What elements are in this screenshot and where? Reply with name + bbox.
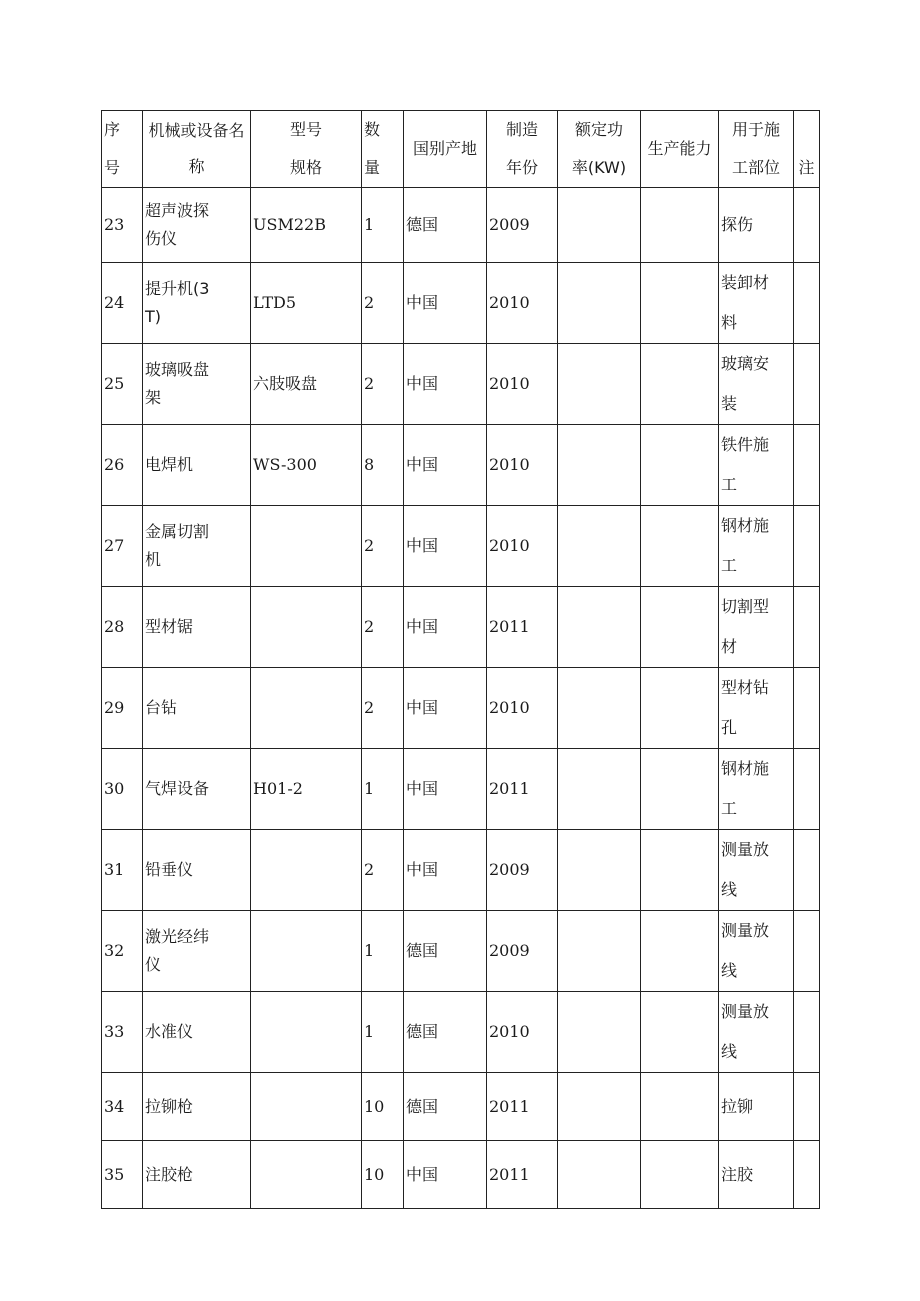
cell-seq: 28 [102,587,143,668]
cell-power [558,188,641,263]
cell-power [558,830,641,911]
cell-model: WS-300 [251,425,362,506]
cell-seq: 30 [102,749,143,830]
cell-model: USM22B [251,188,362,263]
cell-year: 2009 [487,830,558,911]
cell-note [794,263,820,344]
cell-qty: 8 [362,425,404,506]
table-row [102,668,820,749]
header-usage: 用于施 工部位 [719,111,794,188]
cell-origin: 中国 [404,830,487,911]
cell-model [251,506,362,587]
cell-year: 2009 [487,911,558,992]
cell-note [794,668,820,749]
cell-name [143,668,251,749]
cell-name-text: 拉铆枪 [145,1096,194,1116]
header-power: 额定功 率(KW) [558,111,641,188]
header-capacity: 生产能力 [641,111,719,188]
cell-capacity [641,587,719,668]
cell-note [794,1073,820,1141]
cell-seq: 27 [102,506,143,587]
cell-power [558,668,641,749]
cell-seq: 32 [102,911,143,992]
cell-capacity [641,830,719,911]
cell-year: 2010 [487,668,558,749]
cell-usage [719,1073,794,1141]
cell-name-text: 电焊机 [145,455,194,474]
cell-capacity [641,344,719,425]
cell-name [143,344,251,425]
cell-note [794,992,820,1073]
cell-name-text: 型材锯 [145,617,194,636]
table-row [102,911,820,992]
cell-name [143,992,251,1073]
cell-name [143,425,251,506]
cell-year: 2011 [487,587,558,668]
cell-note [794,425,820,506]
cell-name-text: 玻璃吸盘架 [145,360,210,407]
cell-usage [719,911,794,992]
cell-note [794,587,820,668]
header-seq: 序 号 [102,111,143,188]
cell-note [794,830,820,911]
cell-seq: 34 [102,1073,143,1141]
cell-seq: 23 [102,188,143,263]
cell-qty: 2 [362,263,404,344]
table-row [102,1141,820,1209]
cell-qty: 2 [362,506,404,587]
table-row [102,587,820,668]
cell-usage-text: 注胶 [721,1164,754,1184]
cell-power [558,1141,641,1209]
cell-usage-text: 测量放线 [721,840,770,899]
cell-qty: 10 [362,1073,404,1141]
cell-power [558,749,641,830]
cell-origin: 德国 [404,188,487,263]
cell-name [143,830,251,911]
cell-name-text: 气焊设备 [145,779,210,798]
cell-seq: 26 [102,425,143,506]
cell-year: 2010 [487,425,558,506]
cell-power [558,911,641,992]
cell-usage-text: 切割型材 [721,597,770,656]
cell-power [558,344,641,425]
cell-model [251,992,362,1073]
cell-model [251,1073,362,1141]
cell-seq: 35 [102,1141,143,1209]
equipment-table [101,110,820,1209]
header-qty: 数 量 [362,111,404,188]
cell-capacity [641,188,719,263]
cell-capacity [641,425,719,506]
cell-usage [719,344,794,425]
cell-qty: 1 [362,188,404,263]
cell-qty: 1 [362,911,404,992]
header-model: 型号 规格 [251,111,362,188]
cell-name [143,749,251,830]
cell-usage-text: 钢材施工 [721,759,770,818]
cell-name-text: 水准仪 [145,1022,194,1041]
cell-usage [719,668,794,749]
cell-capacity [641,1073,719,1141]
cell-qty: 2 [362,587,404,668]
cell-usage-text: 钢材施工 [721,516,770,575]
table-row [102,1073,820,1141]
cell-year: 2009 [487,188,558,263]
cell-name [143,506,251,587]
table-row [102,188,820,263]
table-row [102,263,820,344]
cell-year: 2011 [487,749,558,830]
cell-name [143,587,251,668]
cell-usage [719,1141,794,1209]
cell-origin: 中国 [404,263,487,344]
table-row [102,425,820,506]
cell-qty: 2 [362,668,404,749]
cell-qty: 1 [362,992,404,1073]
cell-year: 2010 [487,263,558,344]
table-row [102,749,820,830]
header-year: 制造 年份 [487,111,558,188]
cell-model [251,587,362,668]
cell-name-text: 注胶枪 [145,1164,194,1184]
cell-qty: 10 [362,1141,404,1209]
cell-usage [719,506,794,587]
cell-power [558,425,641,506]
cell-usage-text: 测量放线 [721,921,770,980]
cell-seq: 29 [102,668,143,749]
cell-name-text: 超声波探伤仪 [145,201,210,248]
cell-usage-text: 玻璃安装 [721,354,770,413]
cell-usage [719,188,794,263]
cell-model [251,668,362,749]
cell-usage-text: 型材钻孔 [721,678,770,737]
cell-model [251,830,362,911]
cell-year: 2011 [487,1073,558,1141]
cell-note [794,506,820,587]
cell-usage [719,749,794,830]
cell-model: 六肢吸盘 [251,344,362,425]
cell-note [794,188,820,263]
cell-usage [719,263,794,344]
cell-note [794,1141,820,1209]
cell-capacity [641,749,719,830]
cell-usage-text: 探伤 [721,215,754,234]
cell-year: 2010 [487,344,558,425]
cell-power [558,587,641,668]
cell-seq: 25 [102,344,143,425]
cell-seq: 24 [102,263,143,344]
cell-qty: 2 [362,344,404,425]
cell-power [558,506,641,587]
cell-model: LTD5 [251,263,362,344]
cell-origin: 中国 [404,1141,487,1209]
cell-name [143,1073,251,1141]
header-name: 机械或设备名称 [143,111,251,188]
cell-capacity [641,1141,719,1209]
cell-origin: 中国 [404,749,487,830]
cell-name [143,188,251,263]
cell-origin: 中国 [404,425,487,506]
cell-seq: 31 [102,830,143,911]
cell-year: 2010 [487,992,558,1073]
cell-name [143,911,251,992]
cell-power [558,1073,641,1141]
cell-model [251,1141,362,1209]
cell-power [558,263,641,344]
header-origin: 国别产地 [404,111,487,188]
cell-origin: 中国 [404,668,487,749]
cell-qty: 2 [362,830,404,911]
cell-capacity [641,506,719,587]
cell-name-text: 铅垂仪 [145,860,194,879]
cell-origin: 中国 [404,506,487,587]
cell-usage-text: 装卸材料 [721,273,770,332]
table-row [102,830,820,911]
cell-usage-text: 铁件施工 [721,435,770,494]
cell-note [794,749,820,830]
cell-name-text: 激光经纬仪 [145,927,210,974]
cell-name-text: 提升机(3T) [145,279,210,326]
table-row [102,992,820,1073]
cell-name [143,263,251,344]
cell-usage [719,992,794,1073]
header-note: 注 [794,111,820,188]
cell-capacity [641,911,719,992]
cell-name-text: 台钻 [145,698,178,717]
cell-capacity [641,668,719,749]
cell-origin: 中国 [404,587,487,668]
cell-name-text: 金属切割机 [145,522,210,569]
cell-usage [719,830,794,911]
cell-usage-text: 测量放线 [721,1002,770,1061]
cell-origin: 德国 [404,911,487,992]
cell-capacity [641,263,719,344]
cell-usage [719,425,794,506]
cell-seq: 33 [102,992,143,1073]
cell-qty: 1 [362,749,404,830]
cell-model: H01-2 [251,749,362,830]
cell-origin: 德国 [404,992,487,1073]
cell-note [794,911,820,992]
cell-note [794,344,820,425]
cell-origin: 中国 [404,344,487,425]
cell-capacity [641,992,719,1073]
cell-name [143,1141,251,1209]
table-row [102,344,820,425]
cell-power [558,992,641,1073]
cell-origin: 德国 [404,1073,487,1141]
cell-model [251,911,362,992]
cell-usage-text: 拉铆 [721,1096,754,1116]
cell-usage [719,587,794,668]
table-row [102,506,820,587]
header-row [102,111,820,188]
cell-year: 2010 [487,506,558,587]
cell-year: 2011 [487,1141,558,1209]
